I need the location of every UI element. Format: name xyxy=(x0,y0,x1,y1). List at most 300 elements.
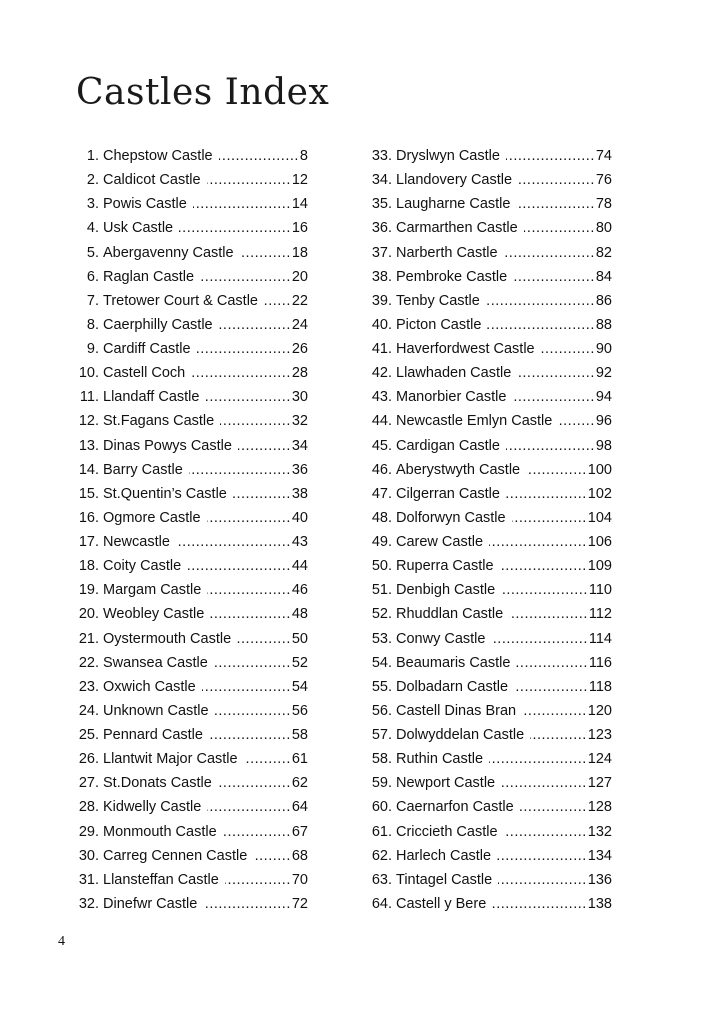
entry-castle-name: Ogmore Castle xyxy=(103,509,201,526)
entry-castle-name: Aberystwyth Castle xyxy=(396,461,521,478)
entry-number: 11. xyxy=(79,389,99,406)
entry-castle-name: Newcastle Emlyn Castle xyxy=(396,413,553,430)
entry-page-number: 134 xyxy=(587,847,612,864)
dot-leader xyxy=(179,220,291,236)
entry-page-number: 40 xyxy=(291,509,308,526)
dot-leader xyxy=(492,896,587,912)
dot-leader xyxy=(504,245,595,261)
dot-leader xyxy=(238,438,291,454)
dot-leader xyxy=(509,606,588,622)
entry-number: 3. xyxy=(86,196,99,213)
dot-leader xyxy=(489,534,587,550)
entry-page-number: 127 xyxy=(587,775,612,792)
entry-castle-name: Margam Castle xyxy=(103,582,202,599)
entry-page-number: 96 xyxy=(595,413,612,430)
entry-number: 22. xyxy=(78,654,99,671)
entry-page-number: 58 xyxy=(291,727,308,743)
dot-leader xyxy=(516,196,594,212)
index-entry xyxy=(72,751,308,775)
index-entry xyxy=(362,148,612,172)
index-entry xyxy=(72,896,308,920)
entry-page-number: 110 xyxy=(588,582,612,599)
dot-leader xyxy=(193,196,291,212)
entry-castle-name: Oystermouth Castle xyxy=(103,630,232,647)
index-entry xyxy=(72,679,308,703)
index-entry xyxy=(362,824,612,848)
dot-leader xyxy=(205,389,290,405)
index-column-left xyxy=(72,148,308,920)
entry-castle-name: Llawhaden Castle xyxy=(396,365,512,382)
entry-page-number: 106 xyxy=(587,534,612,550)
index-entry xyxy=(72,872,308,896)
dot-leader xyxy=(191,365,291,381)
index-entry xyxy=(362,775,612,799)
entry-castle-name: Dinefwr Castle xyxy=(103,895,198,912)
dot-leader xyxy=(215,703,291,719)
entry-page-number: 114 xyxy=(588,630,612,647)
dot-leader xyxy=(233,486,291,502)
entry-page-number: 76 xyxy=(595,172,612,189)
index-entry xyxy=(72,534,308,558)
dot-leader xyxy=(253,848,291,864)
index-entry xyxy=(362,534,612,558)
entry-number: 25. xyxy=(78,727,99,743)
entry-castle-name: Newcastle xyxy=(103,534,170,550)
dot-leader xyxy=(486,293,595,309)
entry-page-number: 74 xyxy=(595,148,612,164)
index-entry xyxy=(362,751,612,775)
entry-number: 60. xyxy=(371,799,392,816)
dot-leader xyxy=(500,558,587,574)
index-entry xyxy=(72,293,308,317)
dot-leader xyxy=(487,317,594,333)
index-entry xyxy=(362,848,612,872)
entry-page-number: 26 xyxy=(291,341,308,357)
entry-number: 63. xyxy=(371,871,392,888)
entry-castle-name: Laugharne Castle xyxy=(396,196,511,213)
entry-number: 33. xyxy=(371,148,392,164)
entry-castle-name: Cilgerran Castle xyxy=(396,485,500,502)
entry-page-number: 78 xyxy=(595,196,612,213)
entry-page-number: 80 xyxy=(595,220,612,237)
index-entry xyxy=(362,196,612,220)
entry-number: 17. xyxy=(78,534,99,550)
entry-castle-name: Raglan Castle xyxy=(103,268,195,285)
index-entry xyxy=(72,606,308,630)
entry-page-number: 8 xyxy=(299,148,308,164)
entry-page-number: 16 xyxy=(291,220,308,237)
dot-leader xyxy=(207,582,291,598)
index-entry xyxy=(72,799,308,823)
entry-castle-name: Picton Castle xyxy=(396,316,482,333)
entry-page-number: 56 xyxy=(291,702,308,719)
index-entry xyxy=(72,365,308,389)
index-entry xyxy=(362,293,612,317)
entry-page-number: 90 xyxy=(595,341,612,357)
entry-number: 8. xyxy=(86,316,99,333)
entry-castle-name: Caernarfon Castle xyxy=(396,799,514,816)
dot-leader xyxy=(189,462,291,478)
entry-number: 35. xyxy=(371,196,392,213)
index-entry xyxy=(362,679,612,703)
entry-number: 2. xyxy=(86,172,99,189)
index-entry xyxy=(362,438,612,462)
entry-castle-name: Tintagel Castle xyxy=(396,871,493,888)
entry-castle-name: Carew Castle xyxy=(396,534,484,550)
entry-castle-name: Dolforwyn Castle xyxy=(396,509,506,526)
entry-castle-name: Carreg Cennen Castle xyxy=(103,847,248,864)
index-entry xyxy=(362,727,612,751)
dot-leader xyxy=(517,365,595,381)
entry-number: 1. xyxy=(86,148,99,164)
index-entry xyxy=(362,462,612,486)
entry-castle-name: Castell Dinas Bran xyxy=(396,702,517,719)
entry-castle-name: Unknown Castle xyxy=(103,702,209,719)
entry-page-number: 61 xyxy=(291,751,308,768)
dot-leader xyxy=(219,148,299,164)
index-entry xyxy=(362,413,612,437)
entry-castle-name: Denbigh Castle xyxy=(396,582,496,599)
entry-number: 53. xyxy=(371,630,392,647)
entry-castle-name: Swansea Castle xyxy=(103,654,208,671)
entry-page-number: 20 xyxy=(291,268,308,285)
dot-leader xyxy=(501,775,587,791)
dot-leader xyxy=(512,389,594,405)
entry-page-number: 136 xyxy=(587,871,612,888)
index-entry xyxy=(72,775,308,799)
entry-number: 39. xyxy=(371,292,392,309)
index-entry xyxy=(72,582,308,606)
entry-number: 24. xyxy=(78,702,99,719)
entry-number: 54. xyxy=(371,654,392,671)
entry-page-number: 64 xyxy=(291,799,308,816)
entry-castle-name: Llandovery Castle xyxy=(396,172,513,189)
entry-number: 21. xyxy=(78,630,99,647)
dot-leader xyxy=(491,631,587,647)
dot-leader xyxy=(504,824,587,840)
index-title: Castles Index xyxy=(76,72,330,113)
entry-page-number: 128 xyxy=(587,799,612,816)
entry-page-number: 62 xyxy=(291,775,308,792)
entry-number: 43. xyxy=(371,389,392,406)
entry-number: 12. xyxy=(78,413,99,430)
dot-leader xyxy=(209,727,291,743)
entry-page-number: 36 xyxy=(291,461,308,478)
entry-castle-name: Tenby Castle xyxy=(396,292,480,309)
entry-number: 59. xyxy=(371,775,392,792)
index-entry xyxy=(72,220,308,244)
entry-castle-name: Caerphilly Castle xyxy=(103,316,213,333)
index-entry xyxy=(362,558,612,582)
index-entry xyxy=(72,245,308,269)
entry-number: 30. xyxy=(78,847,99,864)
entry-castle-name: Dolwyddelan Castle xyxy=(396,727,525,743)
entry-page-number: 138 xyxy=(587,895,612,912)
entry-number: 27. xyxy=(78,775,99,792)
entry-page-number: 50 xyxy=(291,630,308,647)
entry-page-number: 82 xyxy=(595,244,612,261)
index-entry xyxy=(72,438,308,462)
index-entry xyxy=(72,655,308,679)
index-entry xyxy=(362,389,612,413)
entry-number: 29. xyxy=(78,823,99,840)
dot-leader xyxy=(218,775,291,791)
entry-page-number: 132 xyxy=(587,823,612,840)
entry-castle-name: Newport Castle xyxy=(396,775,496,792)
dot-leader xyxy=(522,703,587,719)
index-entry xyxy=(72,148,308,172)
entry-page-number: 12 xyxy=(291,172,308,189)
entry-castle-name: Carmarthen Castle xyxy=(396,220,518,237)
index-entry xyxy=(72,196,308,220)
entry-castle-name: Harlech Castle xyxy=(396,847,492,864)
index-entry xyxy=(72,510,308,534)
dot-leader xyxy=(524,220,595,236)
entry-castle-name: Castell y Bere xyxy=(396,895,487,912)
entry-page-number: 38 xyxy=(291,485,308,502)
dot-leader xyxy=(207,510,291,526)
entry-number: 26. xyxy=(78,751,99,768)
index-entry xyxy=(72,413,308,437)
dot-leader xyxy=(200,269,291,285)
entry-number: 15. xyxy=(78,485,99,502)
entry-castle-name: Oxwich Castle xyxy=(103,678,196,695)
entry-castle-name: Pembroke Castle xyxy=(396,268,508,285)
entry-castle-name: Barry Castle xyxy=(103,461,183,478)
entry-castle-name: Rhuddlan Castle xyxy=(396,606,504,623)
entry-castle-name: St.Quentin’s Castle xyxy=(103,485,227,502)
index-entry xyxy=(362,703,612,727)
entry-castle-name: Llandaff Castle xyxy=(103,389,200,406)
dot-leader xyxy=(210,606,291,622)
entry-number: 52. xyxy=(371,606,392,623)
index-entry xyxy=(72,631,308,655)
entry-number: 20. xyxy=(78,606,99,623)
entry-number: 4. xyxy=(86,220,99,237)
entry-page-number: 88 xyxy=(595,316,612,333)
entry-number: 47. xyxy=(371,485,392,502)
index-entry xyxy=(362,220,612,244)
dot-leader xyxy=(207,799,291,815)
entry-page-number: 24 xyxy=(291,316,308,333)
entry-castle-name: Powis Castle xyxy=(103,196,187,213)
entry-castle-name: Cardiff Castle xyxy=(103,341,191,357)
entry-castle-name: Coity Castle xyxy=(103,558,182,575)
dot-leader xyxy=(506,486,587,502)
entry-castle-name: Dolbadarn Castle xyxy=(396,678,509,695)
entry-castle-name: Haverfordwest Castle xyxy=(396,341,535,357)
entry-page-number: 92 xyxy=(595,365,612,382)
entry-number: 19. xyxy=(78,582,99,599)
entry-number: 32. xyxy=(78,895,99,912)
dot-leader xyxy=(489,751,587,767)
entry-castle-name: Chepstow Castle xyxy=(103,148,213,164)
entry-page-number: 98 xyxy=(595,437,612,454)
entry-page-number: 18 xyxy=(291,244,308,261)
index-entry xyxy=(362,631,612,655)
index-entry xyxy=(362,872,612,896)
entry-number: 44. xyxy=(371,413,392,430)
dot-leader xyxy=(526,462,587,478)
index-entry xyxy=(362,799,612,823)
index-entry xyxy=(362,486,612,510)
index-entry xyxy=(72,269,308,293)
dot-leader xyxy=(530,727,587,743)
dot-leader xyxy=(176,534,291,550)
entry-number: 16. xyxy=(78,509,99,526)
entry-castle-name: Ruthin Castle xyxy=(396,751,484,768)
entry-page-number: 94 xyxy=(595,389,612,406)
dot-leader xyxy=(203,896,291,912)
dot-leader xyxy=(240,245,291,261)
entry-page-number: 123 xyxy=(587,727,612,743)
entry-page-number: 32 xyxy=(291,413,308,430)
entry-number: 10. xyxy=(78,365,99,382)
entry-castle-name: Caldicot Castle xyxy=(103,172,201,189)
dot-leader xyxy=(237,631,291,647)
entry-castle-name: Ruperra Castle xyxy=(396,558,494,575)
dot-leader xyxy=(514,679,588,695)
entry-page-number: 43 xyxy=(291,534,308,550)
entry-number: 34. xyxy=(371,172,392,189)
entry-page-number: 14 xyxy=(291,196,308,213)
entry-castle-name: Narberth Castle xyxy=(396,244,498,261)
entry-castle-name: Pennard Castle xyxy=(103,727,203,743)
entry-castle-name: Abergavenny Castle xyxy=(103,244,234,261)
page-number: 4 xyxy=(58,934,65,949)
entry-page-number: 70 xyxy=(291,871,308,888)
entry-number: 41. xyxy=(371,341,392,357)
entry-page-number: 84 xyxy=(595,268,612,285)
dot-leader xyxy=(558,413,595,429)
entry-castle-name: Castell Coch xyxy=(103,365,186,382)
entry-page-number: 109 xyxy=(587,558,612,575)
dot-leader xyxy=(207,172,291,188)
entry-castle-name: Kidwelly Castle xyxy=(103,799,202,816)
entry-castle-name: Monmouth Castle xyxy=(103,823,217,840)
entry-page-number: 102 xyxy=(587,485,612,502)
index-entry xyxy=(72,727,308,751)
entry-castle-name: Beaumaris Castle xyxy=(396,654,511,671)
entry-castle-name: Manorbier Castle xyxy=(396,389,507,406)
dot-leader xyxy=(512,510,587,526)
entry-page-number: 100 xyxy=(587,461,612,478)
entry-number: 58. xyxy=(371,751,392,768)
dot-leader xyxy=(220,413,291,429)
dot-leader xyxy=(513,269,595,285)
entry-castle-name: Criccieth Castle xyxy=(396,823,498,840)
entry-number: 13. xyxy=(78,437,99,454)
entry-castle-name: Conwy Castle xyxy=(396,630,486,647)
dot-leader xyxy=(223,824,291,840)
entry-page-number: 112 xyxy=(588,606,612,623)
entry-number: 36. xyxy=(371,220,392,237)
index-entry xyxy=(72,389,308,413)
entry-castle-name: Tretower Court & Castle xyxy=(103,292,258,309)
entry-number: 61. xyxy=(371,823,392,840)
entry-page-number: 22 xyxy=(291,292,308,309)
index-entry xyxy=(72,341,308,365)
entry-number: 18. xyxy=(78,558,99,575)
entry-castle-name: Weobley Castle xyxy=(103,606,205,623)
entry-number: 48. xyxy=(371,509,392,526)
entry-page-number: 68 xyxy=(291,847,308,864)
dot-leader xyxy=(506,148,595,164)
entry-number: 9. xyxy=(86,341,99,357)
entry-page-number: 52 xyxy=(291,654,308,671)
index-entry xyxy=(362,582,612,606)
entry-number: 14. xyxy=(78,461,99,478)
dot-leader xyxy=(219,317,291,333)
entry-page-number: 104 xyxy=(587,509,612,526)
entry-number: 6. xyxy=(86,268,99,285)
entry-number: 64. xyxy=(371,895,392,912)
index-entry xyxy=(362,365,612,389)
index-entry xyxy=(72,486,308,510)
entry-castle-name: Llansteffan Castle xyxy=(103,871,219,888)
entry-number: 55. xyxy=(371,678,392,695)
index-entry xyxy=(72,558,308,582)
entry-page-number: 118 xyxy=(588,678,612,695)
entry-castle-name: St.Fagans Castle xyxy=(103,413,215,430)
dot-leader xyxy=(518,172,595,188)
index-entry xyxy=(72,462,308,486)
entry-page-number: 28 xyxy=(291,365,308,382)
dot-leader xyxy=(202,679,291,695)
entry-number: 45. xyxy=(371,437,392,454)
entry-number: 31. xyxy=(78,871,99,888)
entry-page-number: 67 xyxy=(291,823,308,840)
dot-leader xyxy=(244,751,291,767)
index-entry xyxy=(362,341,612,365)
entry-castle-name: Llantwit Major Castle xyxy=(103,751,238,768)
index-entry xyxy=(362,245,612,269)
entry-page-number: 54 xyxy=(291,678,308,695)
dot-leader xyxy=(520,799,587,815)
entry-page-number: 124 xyxy=(587,751,612,768)
entry-castle-name: Usk Castle xyxy=(103,220,174,237)
index-entry xyxy=(362,896,612,920)
dot-leader xyxy=(497,848,587,864)
entry-castle-name: Dryslwyn Castle xyxy=(396,148,500,164)
entry-number: 40. xyxy=(371,316,392,333)
entry-number: 51. xyxy=(371,582,392,599)
dot-leader xyxy=(264,293,291,309)
entry-number: 28. xyxy=(78,799,99,816)
entry-page-number: 34 xyxy=(291,437,308,454)
entry-number: 42. xyxy=(371,365,392,382)
index-entry xyxy=(72,703,308,727)
dot-leader xyxy=(516,655,587,671)
entry-number: 7. xyxy=(86,292,99,309)
dot-leader xyxy=(214,655,291,671)
entry-castle-name: St.Donats Castle xyxy=(103,775,212,792)
dot-leader xyxy=(501,582,588,598)
entry-castle-name: Cardigan Castle xyxy=(396,437,500,454)
entry-page-number: 72 xyxy=(291,895,308,912)
entry-number: 50. xyxy=(371,558,392,575)
index-entry xyxy=(362,317,612,341)
entry-number: 37. xyxy=(371,244,392,261)
entry-page-number: 86 xyxy=(595,292,612,309)
entry-number: 56. xyxy=(371,702,392,719)
index-entry xyxy=(362,510,612,534)
entry-number: 46. xyxy=(371,461,392,478)
entry-page-number: 44 xyxy=(291,558,308,575)
index-entry xyxy=(72,172,308,196)
dot-leader xyxy=(225,872,291,888)
index-entry xyxy=(362,172,612,196)
